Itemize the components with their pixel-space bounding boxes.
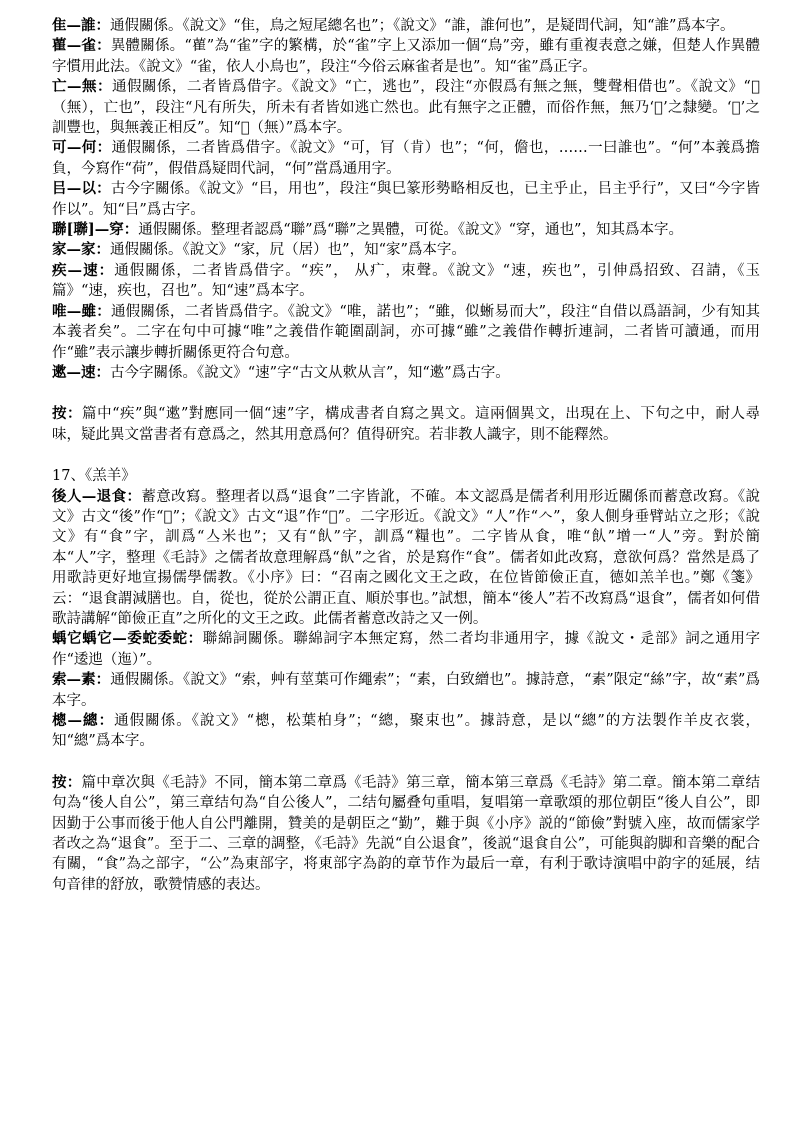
entry-term: 亡—無： [52, 78, 112, 96]
entry-block-2 [52, 487, 760, 752]
entry-term: 蝺它蝺它—委蛇委蛇： [52, 630, 203, 648]
entry-term: 疾—速： [52, 261, 115, 279]
entry-text: 通假關係。整理者認爲“聯”爲“聯”之異體，可從。《說文》“穿，通也”，知其爲本字。 [138, 222, 683, 239]
spacer [52, 383, 760, 404]
entry-term: 唯—雖： [52, 302, 111, 320]
note-text: 篇中章次與《毛詩》不同，簡本第二章爲《毛詩》第三章，簡本第三章爲《毛詩》第二章。簡本第二章结句為“後人自公”，第三章结句為“自公後人”，二结句屬叠句重唱，复唱第一章歌頌的那位朝臣“後人自公”，即因勤于公事而後于他人自公門離開，贊美的是朝臣之“勤”，難于與《小序》説的“節儉”對號入座，故而儒家学者改之為“退食”。至于二、三章的調整，《毛詩》先説“自公退食”，後説“退食自公”，可能與韵脚和音樂的配合有關，“食”為之部字，“公”為東部字，将東部字為韵的章节作为最后一章，有利于歌诗演唱中韵字的延展，结句音律的舒放，歌赞情感的表达。 [52, 774, 761, 893]
entry-term: 隹—誰： [52, 17, 110, 34]
entry [52, 36, 760, 77]
entry [52, 670, 760, 711]
entry [52, 240, 760, 260]
note-label: 按： [52, 405, 83, 423]
entry [52, 302, 760, 363]
entry [52, 77, 760, 138]
section-title: 17、《羔羊》 [52, 468, 136, 485]
entry [52, 261, 760, 302]
spacer [52, 752, 760, 773]
entry-term: 㠯—以： [52, 180, 111, 198]
entry-text: 異體關係。“雚”為“雀”字的繁構，於“雀”字上又添加一個“鳥”旁，雖有重複表意之嫌，但楚人作異體字慣用此法。《說文》“雀，依人小鳥也”，段注“今俗云麻雀者是也”。知“雀”爲正字。 [52, 38, 760, 75]
entry-text: 通假關係。《說文》“家，凥（居）也”，知“家”爲本字。 [110, 242, 466, 259]
entry-term: 索—素： [52, 671, 111, 689]
entry-text: 聯綿詞關係。聯綿詞字本無定寫，然二者均非通用字，據《說文・辵部》詞之通用字作“逶迆（迤）”。 [52, 631, 761, 668]
entry-text: 通假關係。《說文》“索，艸有莖葉可作繩索”；“素，白致繒也”。據詩意，“素”限定“絲”字，故“素”爲本字。 [52, 672, 761, 709]
entry-term: 家—家： [52, 241, 110, 259]
entry-text: 蓄意改寫。整理者以爲“退食”二字皆訛，不確。本文認爲是儒者利用形近關係而蓄意改寫。《說文》古文“後”作“𢔝”；《說文》古文“退”作“𢓴”。二字形近。《說文》“人”作“𠆢”，象人側身垂臂站立之形；《說文》有“食”字，訓爲“亼米也”；又有“飤”字，訓爲“糧也”。二字皆从食，唯“飤”增一“人”旁。對於簡本“人”字，整理《毛詩》之儒者故意理解爲“飤”之省，於是寫作“食”。儒者如此改寫，意欲何爲？當然是爲了用歌詩更好地宣揚儒學儒教。《小序》曰：“召南之國化文王之政，在位皆節儉正直，德如羔羊也。”鄭《箋》云：“退食謂減膳也。自，從也，從於公謂正直、順於事也。”試想，簡本“後人”若不改寫爲“退食”，儒者如何借歌詩講解“節儉正直”之所化的文王之政。此儒者蓄意改詩之又一例。 [52, 488, 761, 627]
entry-text: 通假關係，二者皆爲借字。《說文》“唯，諾也”；“雖，似蜥易而大”，段注“自借以爲語詞，少有知其本義者矣”。二字在句中可據“唯”之義借作範圍副詞，亦可據“雖”之義借作轉折連詞，二者皆可讀通，而用作“雖”表示讓步轉折關係更符合句意。 [52, 303, 761, 361]
entry-term: 樬—總： [52, 712, 115, 729]
spacer [52, 445, 760, 466]
commentary-note [52, 404, 760, 445]
entry [52, 487, 760, 630]
entry [52, 711, 760, 752]
entry-text: 通假關係。《說文》“隹，鳥之短尾總名也”；《說文》“誰，誰何也”，是疑問代詞，知“誰”爲本字。 [110, 18, 735, 34]
commentary-note [52, 773, 760, 895]
entry-term: 遬—速： [52, 363, 110, 381]
entry-term: 可—何： [52, 139, 112, 157]
entry-text: 通假關係，二者皆爲借字。“疾”， 从疒，朿聲。《說文》“速，疾也”，引伸爲招致、召請，《玉篇》“速，疾也，召也”。知“速”爲本字。 [52, 262, 760, 300]
entry-block-1 [52, 16, 760, 383]
entry-term: 後人—退食： [52, 487, 142, 505]
entry-term: 雚—雀： [52, 37, 111, 55]
entry-term: 聯[聯]—穿： [52, 221, 139, 239]
entry [52, 363, 760, 383]
document-page [52, 16, 760, 895]
entry-text: 通假關係。《說文》“樬，松葉柏身”；“總，聚束也”。據詩意，是以“總”的方法製作羊皮衣裳，知“總”爲本字。 [52, 713, 761, 750]
entry-text: 古今字關係。《說文》“速”字“古文从欶从言”，知“遬”爲古字。 [110, 364, 510, 381]
entry-text: 通假關係，二者皆爲借字。《說文》“可，肎（肯）也”；“何，儋也，……一曰誰也”。“何”本義爲擔負，今寫作“荷”，假借爲疑問代詞，“何”當爲通用字。 [52, 140, 760, 177]
entry-text: 古今字關係。《說文》“㠯，用也”，段注“與巳篆形勢略相反也，已主乎止，㠯主乎行”，又曰“今字皆作以”。知“㠯”爲古字。 [52, 181, 761, 218]
entry [52, 220, 760, 240]
entry [52, 629, 760, 670]
note-label: 按： [52, 773, 82, 791]
entry [52, 16, 760, 36]
entry [52, 138, 760, 179]
entry-text: 通假關係，二者皆爲借字。《說文》“亡，逃也”，段注“亦假爲有無之無，雙聲相借也”。《說文》“𣞤（無），亡也”，段注“凡有所失，所未有者皆如逃亡然也。此有無字之正體，而俗作無，無乃‘𣞤’之隸變。‘𣞤’之訓豐也，與無義正相反”。知“𣞤（無）”爲本字。 [52, 79, 761, 137]
entry [52, 179, 760, 220]
note-text: 篇中“疾”與“遬”對應同一個“速”字，構成書者自寫之異文。這兩個異文，出現在上、下句之中，耐人尋味，疑此異文當書者有意爲之，然其用意爲何？值得研究。若非教人識字，則不能釋然。 [52, 406, 760, 443]
